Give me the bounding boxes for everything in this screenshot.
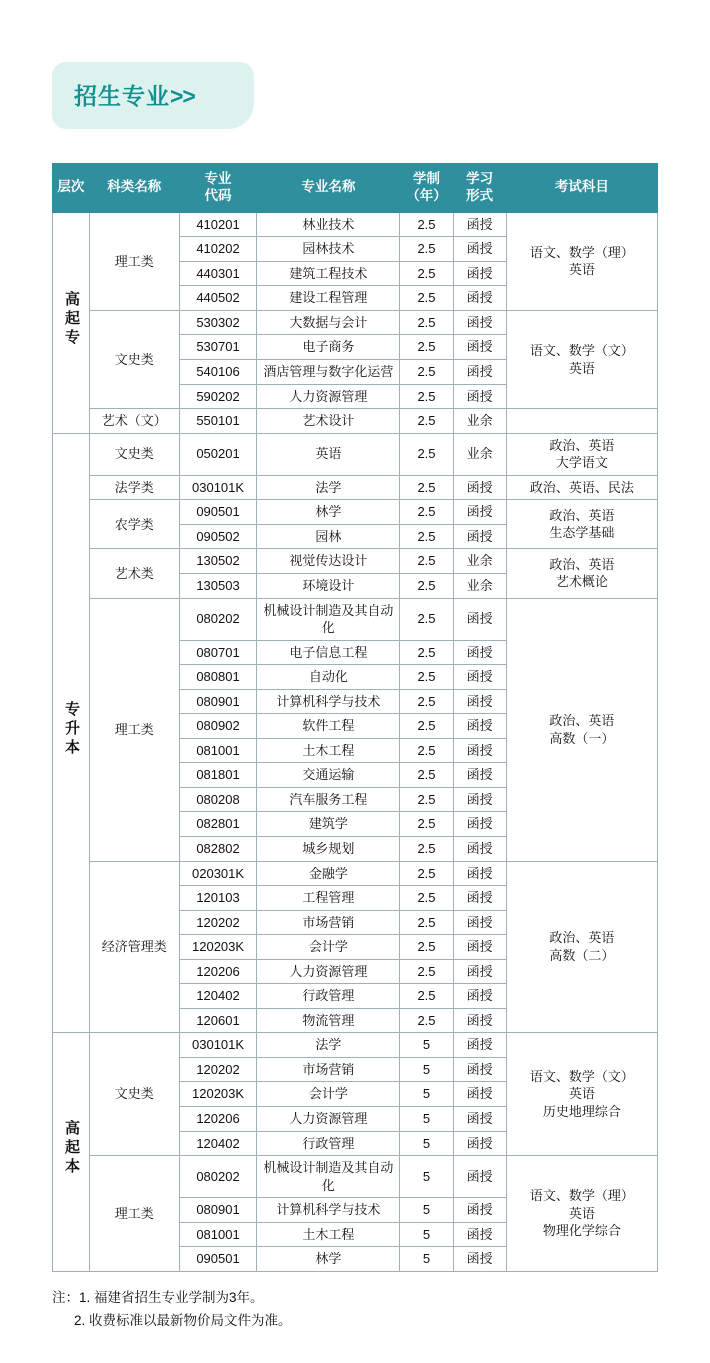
table-row xyxy=(53,549,658,574)
cell-category: 艺术类 xyxy=(89,549,179,598)
cell-study-mode: 函授 xyxy=(453,286,506,311)
cell-major-code: 120402 xyxy=(179,1131,257,1156)
cell-study-mode: 函授 xyxy=(453,861,506,886)
cell-exam-subjects xyxy=(506,433,657,475)
cell-years: 2.5 xyxy=(400,836,453,861)
cell-major-code: 080902 xyxy=(179,714,257,739)
cell-exam-subjects xyxy=(506,212,657,310)
cell-major-code: 130503 xyxy=(179,573,257,598)
cell-category: 理工类 xyxy=(89,598,179,861)
level-label: 高起本 xyxy=(63,1120,81,1178)
cell-years: 5 xyxy=(400,1033,453,1058)
cell-major-name: 人力资源管理 xyxy=(257,959,400,984)
th-code xyxy=(179,164,257,213)
table-body xyxy=(53,212,658,1271)
cell-major-code: 030101K xyxy=(179,1033,257,1058)
table-row xyxy=(53,1033,658,1058)
cell-exam-subjects xyxy=(506,1033,657,1156)
cell-years: 2.5 xyxy=(400,763,453,788)
cell-years: 2.5 xyxy=(400,384,453,409)
cell-years: 2.5 xyxy=(400,959,453,984)
table-row xyxy=(53,861,658,886)
cell-study-mode: 函授 xyxy=(453,598,506,640)
cell-major-code: 410202 xyxy=(179,237,257,262)
cell-major-code: 120103 xyxy=(179,886,257,911)
cell-major-code: 530302 xyxy=(179,310,257,335)
cell-exam-subjects xyxy=(506,500,657,549)
cell-years: 2.5 xyxy=(400,475,453,500)
cell-major-name: 林学 xyxy=(257,500,400,525)
table-header-row xyxy=(53,164,658,213)
cell-exam-subjects xyxy=(506,475,657,500)
cell-category: 文史类 xyxy=(89,1033,179,1156)
note-line-1: 注：1. 福建省招生专业学制为3年。 xyxy=(52,1289,264,1305)
cell-study-mode: 函授 xyxy=(453,689,506,714)
cell-major-name: 城乡规划 xyxy=(257,836,400,861)
cell-study-mode: 业余 xyxy=(453,549,506,574)
th-mode xyxy=(453,164,506,213)
table-row xyxy=(53,475,658,500)
cell-major-code: 120206 xyxy=(179,1106,257,1131)
cell-years: 5 xyxy=(400,1082,453,1107)
exam-subject-line: 艺术概论 xyxy=(555,574,608,590)
cell-study-mode: 函授 xyxy=(453,1033,506,1058)
cell-major-name: 建筑学 xyxy=(257,812,400,837)
cell-major-code: 081001 xyxy=(179,738,257,763)
cell-major-code: 090502 xyxy=(179,524,257,549)
th-category: 科类名称 xyxy=(89,164,179,213)
exam-subject-line: 语文、数学（理） xyxy=(529,1188,634,1204)
table-header xyxy=(53,164,658,213)
cell-years: 2.5 xyxy=(400,261,453,286)
cell-category: 农学类 xyxy=(89,500,179,549)
cell-major-code: 090501 xyxy=(179,500,257,525)
cell-major-name: 工程管理 xyxy=(257,886,400,911)
exam-subject-line: 语文、数学（文） xyxy=(529,1068,634,1084)
cell-major-name: 行政管理 xyxy=(257,984,400,1009)
cell-level xyxy=(53,212,90,433)
cell-major-code: 080701 xyxy=(179,640,257,665)
cell-exam-subjects xyxy=(506,1156,657,1272)
cell-study-mode: 函授 xyxy=(453,1198,506,1223)
cell-major-name: 自动化 xyxy=(257,665,400,690)
cell-study-mode: 函授 xyxy=(453,812,506,837)
cell-major-name: 电子信息工程 xyxy=(257,640,400,665)
cell-category: 文史类 xyxy=(89,310,179,408)
cell-years: 2.5 xyxy=(400,714,453,739)
exam-subject-line: 政治、英语 xyxy=(549,930,615,946)
cell-major-code: 550101 xyxy=(179,409,257,434)
exam-subject-line: 语文、数学（理） xyxy=(529,244,634,260)
cell-exam-subjects xyxy=(506,549,657,598)
cell-major-code: 080901 xyxy=(179,1198,257,1223)
cell-years: 5 xyxy=(400,1156,453,1198)
th-years-line2: （年） xyxy=(406,187,447,203)
cell-years: 2.5 xyxy=(400,861,453,886)
cell-study-mode: 业余 xyxy=(453,573,506,598)
cell-years: 5 xyxy=(400,1198,453,1223)
cell-category: 理工类 xyxy=(89,1156,179,1272)
exam-subject-line: 高数（一） xyxy=(549,730,615,746)
cell-years: 2.5 xyxy=(400,500,453,525)
cell-exam-subjects xyxy=(506,598,657,861)
cell-exam-subjects xyxy=(506,861,657,1033)
table-row xyxy=(53,409,658,434)
cell-study-mode: 函授 xyxy=(453,935,506,960)
cell-major-code: 090501 xyxy=(179,1247,257,1272)
cell-exam-subjects xyxy=(506,409,657,434)
cell-major-code: 540106 xyxy=(179,360,257,385)
exam-subject-line: 英语 xyxy=(568,360,595,376)
cell-major-name: 土木工程 xyxy=(257,1222,400,1247)
cell-major-name: 汽车服务工程 xyxy=(257,787,400,812)
cell-major-code: 082801 xyxy=(179,812,257,837)
cell-category: 艺术（文） xyxy=(89,409,179,434)
cell-major-code: 080801 xyxy=(179,665,257,690)
th-mode-line2: 形式 xyxy=(466,187,494,203)
cell-major-name: 建筑工程技术 xyxy=(257,261,400,286)
cell-study-mode: 业余 xyxy=(453,409,506,434)
cell-major-name: 林学 xyxy=(257,1247,400,1272)
exam-subject-line: 政治、英语 xyxy=(549,437,615,453)
cell-major-code: 440502 xyxy=(179,286,257,311)
exam-subject-line: 英语 xyxy=(568,1205,595,1221)
cell-years: 2.5 xyxy=(400,910,453,935)
cell-category: 文史类 xyxy=(89,433,179,475)
cell-study-mode: 函授 xyxy=(453,1247,506,1272)
cell-study-mode: 函授 xyxy=(453,886,506,911)
cell-study-mode: 函授 xyxy=(453,384,506,409)
cell-study-mode: 函授 xyxy=(453,360,506,385)
cell-study-mode: 函授 xyxy=(453,640,506,665)
exam-subject-line: 物理化学综合 xyxy=(542,1223,621,1239)
th-code-line2: 代码 xyxy=(204,187,232,203)
cell-major-name: 土木工程 xyxy=(257,738,400,763)
cell-study-mode: 函授 xyxy=(453,738,506,763)
section-title-arrows: >> xyxy=(170,83,195,109)
cell-major-code: 120203K xyxy=(179,935,257,960)
cell-major-code: 120601 xyxy=(179,1008,257,1033)
cell-major-name: 英语 xyxy=(257,433,400,475)
cell-major-name: 会计学 xyxy=(257,1082,400,1107)
cell-study-mode: 函授 xyxy=(453,1082,506,1107)
exam-subject-line: 生态学基础 xyxy=(549,525,615,541)
cell-study-mode: 函授 xyxy=(453,1222,506,1247)
header-badge-container xyxy=(0,0,710,129)
cell-major-name: 林业技术 xyxy=(257,212,400,237)
cell-years: 2.5 xyxy=(400,433,453,475)
table-container xyxy=(0,129,710,1272)
cell-years: 2.5 xyxy=(400,665,453,690)
cell-major-code: 120206 xyxy=(179,959,257,984)
cell-major-name: 酒店管理与数字化运营 xyxy=(257,360,400,385)
cell-years: 2.5 xyxy=(400,573,453,598)
table-row xyxy=(53,1156,658,1198)
cell-major-name: 环境设计 xyxy=(257,573,400,598)
cell-study-mode: 函授 xyxy=(453,910,506,935)
cell-major-code: 080202 xyxy=(179,598,257,640)
cell-major-code: 020301K xyxy=(179,861,257,886)
cell-study-mode: 函授 xyxy=(453,1008,506,1033)
cell-major-code: 120402 xyxy=(179,984,257,1009)
cell-major-name: 市场营销 xyxy=(257,1057,400,1082)
cell-major-name: 法学 xyxy=(257,1033,400,1058)
table-row xyxy=(53,310,658,335)
cell-study-mode: 函授 xyxy=(453,1156,506,1198)
cell-major-code: 120202 xyxy=(179,910,257,935)
th-years-line1: 学制 xyxy=(412,171,440,186)
level-label: 专升本 xyxy=(63,701,81,759)
cell-major-code: 530701 xyxy=(179,335,257,360)
cell-years: 2.5 xyxy=(400,640,453,665)
cell-years: 2.5 xyxy=(400,286,453,311)
cell-major-name: 金融学 xyxy=(257,861,400,886)
cell-years: 2.5 xyxy=(400,549,453,574)
cell-major-code: 030101K xyxy=(179,475,257,500)
cell-major-name: 机械设计制造及其自动化 xyxy=(257,598,400,640)
cell-major-name: 软件工程 xyxy=(257,714,400,739)
exam-subject-line: 政治、英语、民法 xyxy=(529,479,634,495)
cell-years: 5 xyxy=(400,1131,453,1156)
th-code-line1: 专业 xyxy=(204,171,232,186)
cell-study-mode: 函授 xyxy=(453,1057,506,1082)
table-row xyxy=(53,212,658,237)
cell-major-name: 艺术设计 xyxy=(257,409,400,434)
cell-years: 5 xyxy=(400,1222,453,1247)
notes-block xyxy=(0,1272,710,1363)
cell-major-name: 园林技术 xyxy=(257,237,400,262)
cell-study-mode: 函授 xyxy=(453,787,506,812)
cell-years: 2.5 xyxy=(400,812,453,837)
cell-level xyxy=(53,1033,90,1271)
cell-years: 5 xyxy=(400,1106,453,1131)
cell-years: 2.5 xyxy=(400,335,453,360)
cell-years: 2.5 xyxy=(400,984,453,1009)
cell-study-mode: 函授 xyxy=(453,524,506,549)
exam-subject-line: 语文、数学（文） xyxy=(529,342,634,358)
th-mode-line1: 学习 xyxy=(466,171,494,186)
exam-subject-line: 政治、英语 xyxy=(549,556,615,572)
cell-category: 理工类 xyxy=(89,212,179,310)
cell-major-code: 120203K xyxy=(179,1082,257,1107)
cell-study-mode: 函授 xyxy=(453,959,506,984)
cell-major-name: 人力资源管理 xyxy=(257,1106,400,1131)
cell-years: 2.5 xyxy=(400,886,453,911)
cell-major-code: 080901 xyxy=(179,689,257,714)
cell-study-mode: 业余 xyxy=(453,433,506,475)
th-years xyxy=(400,164,453,213)
exam-subject-line: 政治、英语 xyxy=(549,507,615,523)
cell-years: 5 xyxy=(400,1057,453,1082)
cell-major-name: 机械设计制造及其自动化 xyxy=(257,1156,400,1198)
cell-years: 2.5 xyxy=(400,935,453,960)
cell-study-mode: 函授 xyxy=(453,1106,506,1131)
cell-study-mode: 函授 xyxy=(453,237,506,262)
cell-major-name: 计算机科学与技术 xyxy=(257,1198,400,1223)
cell-years: 2.5 xyxy=(400,360,453,385)
th-subjects: 考试科目 xyxy=(506,164,657,213)
majors-table xyxy=(52,163,658,1272)
cell-years: 2.5 xyxy=(400,598,453,640)
th-major-name: 专业名称 xyxy=(257,164,400,213)
cell-years: 2.5 xyxy=(400,787,453,812)
exam-subject-line: 历史地理综合 xyxy=(542,1103,621,1119)
section-title xyxy=(74,83,195,109)
cell-level xyxy=(53,433,90,1033)
cell-major-name: 物流管理 xyxy=(257,1008,400,1033)
exam-subject-line: 政治、英语 xyxy=(549,712,615,728)
note-line-2: 2. 收费标准以最新物价局文件为准。 xyxy=(74,1313,292,1329)
cell-major-name: 电子商务 xyxy=(257,335,400,360)
cell-major-name: 市场营销 xyxy=(257,910,400,935)
cell-major-name: 园林 xyxy=(257,524,400,549)
th-level: 层次 xyxy=(53,164,90,213)
cell-study-mode: 函授 xyxy=(453,1131,506,1156)
cell-major-name: 人力资源管理 xyxy=(257,384,400,409)
cell-study-mode: 函授 xyxy=(453,984,506,1009)
cell-study-mode: 函授 xyxy=(453,310,506,335)
cell-major-name: 法学 xyxy=(257,475,400,500)
cell-years: 2.5 xyxy=(400,212,453,237)
cell-years: 2.5 xyxy=(400,237,453,262)
cell-years: 2.5 xyxy=(400,310,453,335)
cell-study-mode: 函授 xyxy=(453,475,506,500)
table-row xyxy=(53,433,658,475)
cell-years: 2.5 xyxy=(400,738,453,763)
cell-major-code: 410201 xyxy=(179,212,257,237)
cell-major-code: 050201 xyxy=(179,433,257,475)
cell-major-name: 建设工程管理 xyxy=(257,286,400,311)
exam-subject-line: 英语 xyxy=(568,262,595,278)
cell-major-code: 082802 xyxy=(179,836,257,861)
cell-category: 经济管理类 xyxy=(89,861,179,1033)
cell-study-mode: 函授 xyxy=(453,836,506,861)
cell-years: 2.5 xyxy=(400,689,453,714)
cell-major-name: 行政管理 xyxy=(257,1131,400,1156)
cell-years: 2.5 xyxy=(400,524,453,549)
cell-study-mode: 函授 xyxy=(453,763,506,788)
exam-subject-line: 高数（二） xyxy=(549,947,615,963)
cell-major-name: 视觉传达设计 xyxy=(257,549,400,574)
cell-exam-subjects xyxy=(506,310,657,408)
cell-major-name: 会计学 xyxy=(257,935,400,960)
cell-study-mode: 函授 xyxy=(453,212,506,237)
cell-category: 法学类 xyxy=(89,475,179,500)
cell-years: 2.5 xyxy=(400,1008,453,1033)
cell-major-code: 440301 xyxy=(179,261,257,286)
cell-major-code: 081001 xyxy=(179,1222,257,1247)
cell-study-mode: 函授 xyxy=(453,500,506,525)
cell-major-code: 120202 xyxy=(179,1057,257,1082)
cell-major-name: 交通运输 xyxy=(257,763,400,788)
cell-years: 2.5 xyxy=(400,409,453,434)
cell-major-code: 130502 xyxy=(179,549,257,574)
cell-major-code: 590202 xyxy=(179,384,257,409)
section-title-text: 招生专业 xyxy=(74,83,170,109)
section-badge xyxy=(52,62,254,129)
exam-subject-line: 大学语文 xyxy=(555,455,608,471)
cell-study-mode: 函授 xyxy=(453,335,506,360)
table-row xyxy=(53,500,658,525)
cell-major-name: 大数据与会计 xyxy=(257,310,400,335)
exam-subject-line: 英语 xyxy=(568,1086,595,1102)
cell-major-name: 计算机科学与技术 xyxy=(257,689,400,714)
cell-years: 5 xyxy=(400,1247,453,1272)
cell-study-mode: 函授 xyxy=(453,665,506,690)
cell-study-mode: 函授 xyxy=(453,261,506,286)
cell-major-code: 081801 xyxy=(179,763,257,788)
cell-major-code: 080208 xyxy=(179,787,257,812)
cell-major-code: 080202 xyxy=(179,1156,257,1198)
table-row xyxy=(53,598,658,640)
level-label: 高起专 xyxy=(63,291,81,349)
cell-study-mode: 函授 xyxy=(453,714,506,739)
